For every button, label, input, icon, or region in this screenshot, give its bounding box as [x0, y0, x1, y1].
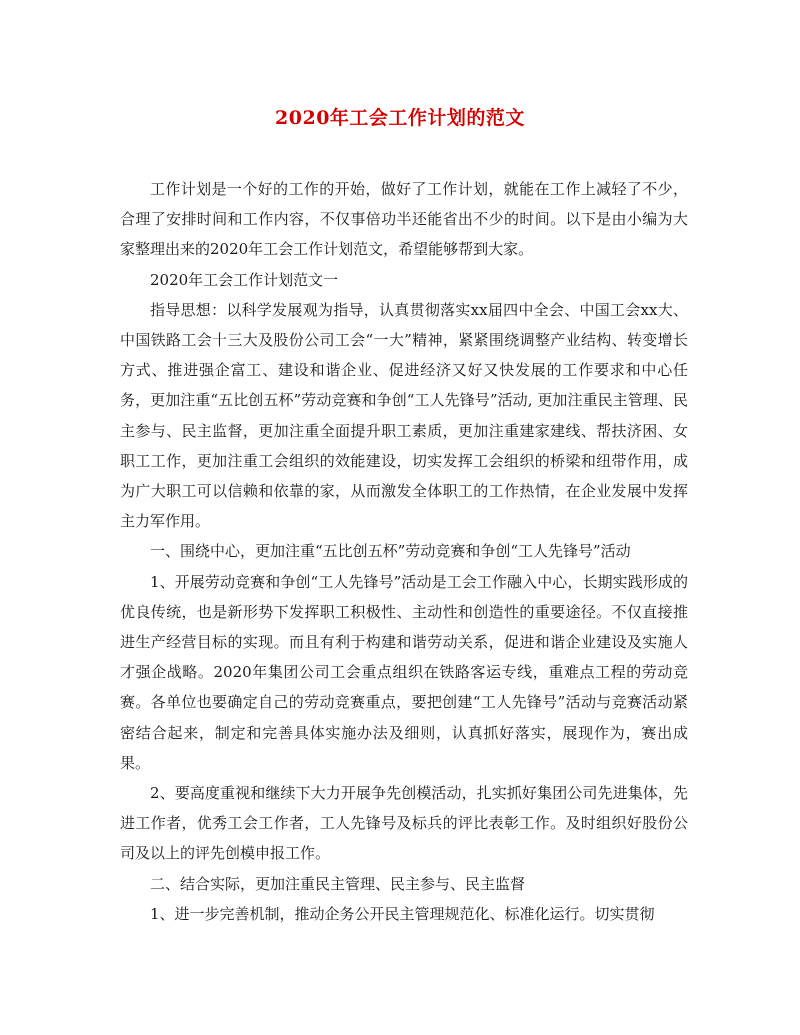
paragraph-guiding-ideology: 指导思想：以科学发展观为指导，认真贯彻落实xx届四中全会、中国工会xx大、中国铁路工会十三大及股份公司工会“一大”精神，紧紧围绕调整产业结构、转变增长方式、推进强企富工、建设和谐企业、促进经济又好又快发展的工作要求和中心任务，更加注重“五比创五杯”劳动竞赛和争创“工人先锋号”活动, 更加注重民主管理、民主参与、民主监督，更加注重全面提升职工素质，更加注重建家建线、帮扶济困、女职工工作，更加注重工会组织的效能建设，切实发挥工会组织的桥梁和纽带作用，成为广大职工可以信赖和依靠的家，从而激发全体职工的工作热情，在企业发展中发挥主力军作用。 [120, 300, 688, 531]
paragraph-item-3: 1、进一步完善机制，推动企务公开民主管理规范化、标准化运行。切实贯彻 [150, 904, 655, 923]
paragraph-item-1: 1、开展劳动竞赛和争创“工人先锋号”活动是工会工作融入中心，长期实践形成的优良传统，也是新形势下发挥职工积极性、主动性和创造性的重要途径。不仅直接推进生产经营目标的实现。而且有利于构建和谐劳动关系，促进和谐企业建设及实施人才强企战略。2020年集团公司工会重点组织在铁路客运专线，重难点工程的劳动竞赛。各单位也要确定自己的劳动竞赛重点，要把创建“工人先锋号”活动与竞赛活动紧密结合起来，制定和完善具体实施办法及细则，认真抓好落实，展现作为，赛出成果。 [120, 572, 688, 772]
paragraph-heading-one: 一、围绕中心，更加注重“五比创五杯”劳动竞赛和争创“工人先锋号”活动 [150, 542, 631, 561]
paragraph-heading-two: 二、结合实际，更加注重民主管理、民主参与、民主监督 [150, 874, 526, 893]
document-body [120, 174, 688, 929]
paragraph-item-2: 2、要高度重视和继续下大力开展争先创模活动，扎实抓好集团公司先进集体，先进工作者，优秀工会工作者，工人先锋号及标兵的评比表彰工作。及时组织好股份公司及以上的评先创模申报工作。 [120, 784, 688, 863]
paragraph-intro: 工作计划是一个好的工作的开始，做好了工作计划，就能在工作上减轻了不少，合理了安排时间和工作内容，不仅事倍功半还能省出不少的时间。以下是由小编为大家整理出来的2020年工会工作计划范文，希望能够帮到大家。 [120, 180, 688, 259]
paragraph-section-heading: 2020年工会工作计划范文一 [150, 270, 339, 289]
document-title: 2020年工会工作计划的范文 [275, 107, 525, 129]
